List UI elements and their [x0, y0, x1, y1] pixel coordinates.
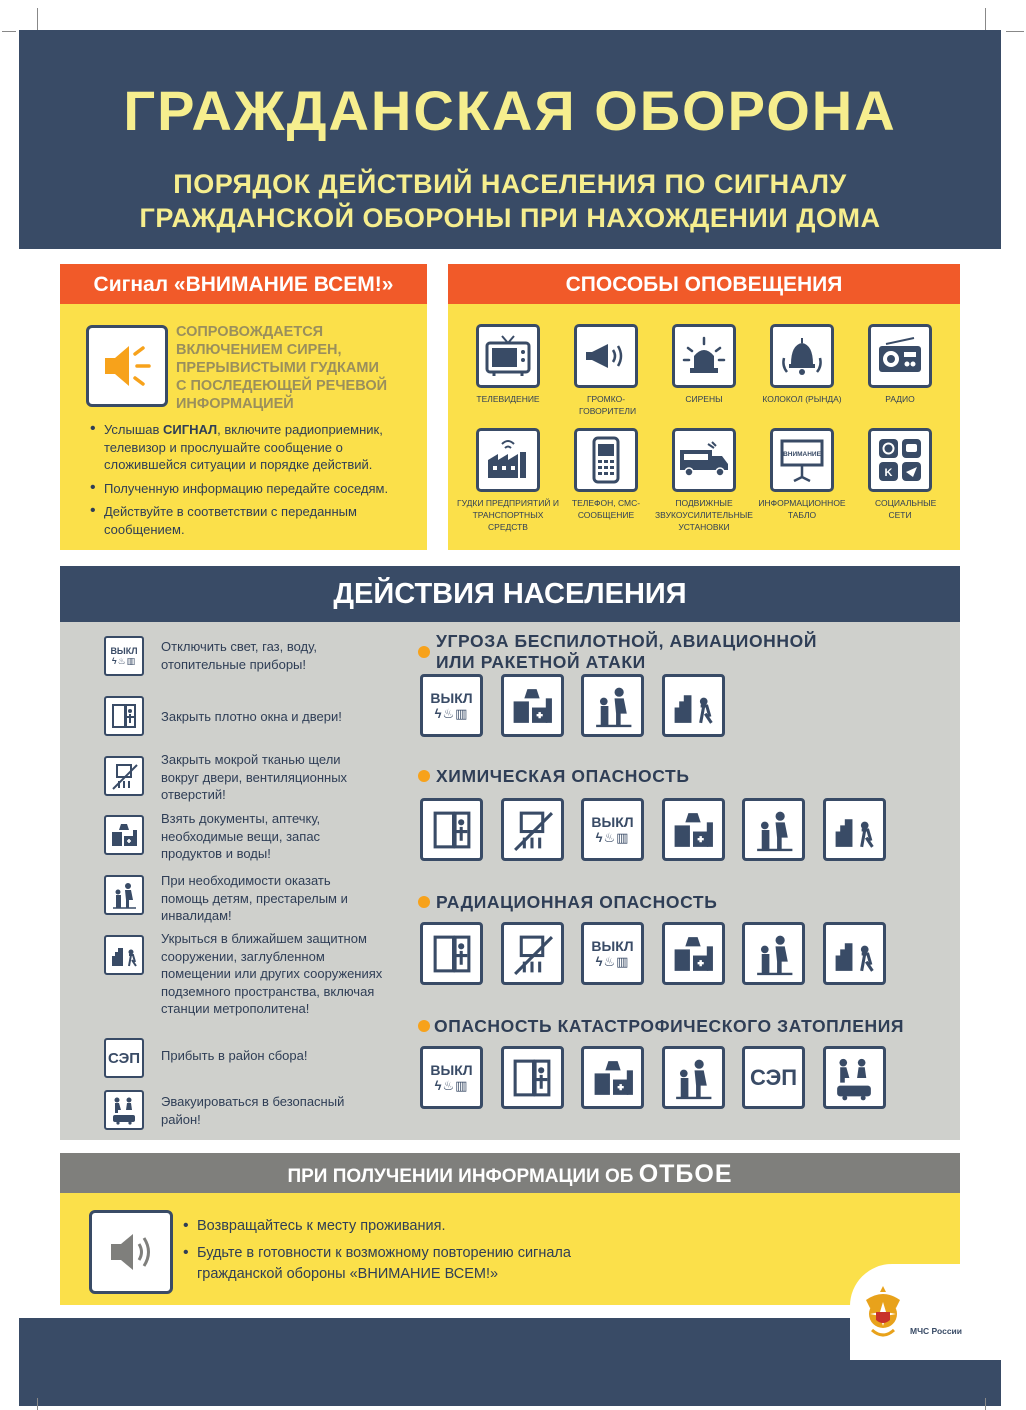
otboi-heading-text: ПРИ ПОЛУЧЕНИИ ИНФОРМАЦИИ ОБ	[287, 1166, 634, 1187]
notify-label-social: СОЦИАЛЬНЫЕ СЕТИ	[875, 498, 937, 520]
speaker-icon	[86, 325, 168, 407]
notify-label-phone: ТЕЛЕФОН, СМС-СООБЩЕНИЕ	[571, 498, 641, 520]
otboi-heading-emphasis: ОТБОЕ	[638, 1160, 733, 1188]
documents-kit-icon	[662, 922, 725, 985]
threat-title-radiation: РАДИАЦИОННАЯ ОПАСНОСТЬ	[436, 892, 718, 912]
bullet-text: Услышав	[104, 422, 163, 437]
notify-label-loudspeakers: ГРОМКО-ГОВОРИТЕЛИ	[579, 394, 637, 416]
list-item	[90, 421, 410, 474]
notify-heading: СПОСОБЫ ОПОВЕЩЕНИЯ	[448, 264, 960, 304]
list-item: • Возвращайтесь к месту проживания.	[183, 1216, 623, 1237]
sep-icon: СЭП	[742, 1046, 805, 1109]
list-item	[90, 480, 410, 498]
phone-icon	[574, 428, 638, 492]
seal-gaps-icon	[501, 798, 564, 861]
notify-label-board: ИНФОРМАЦИОННОЕ ТАБЛО	[758, 498, 846, 520]
seal-gaps-icon	[104, 756, 144, 796]
action-text-shelter: Укрыться в ближайшем защитном сооружении, заглубленном помещении или других сооружениях подземного пространства, включая станции метрополитена!	[161, 931, 383, 1016]
evacuate-icon	[823, 1046, 886, 1109]
list-item: • Будьте в готовности к возможному повторению сигнала гражданской обороны «ВНИМАНИЕ ВСЕМ!»	[183, 1243, 623, 1285]
emblem-icon	[862, 1282, 904, 1342]
threat-title-air-attack	[436, 631, 817, 673]
switch-off-icon: ВЫКЛ ϟ♨▥	[420, 1046, 483, 1109]
shelter-icon	[823, 798, 886, 861]
threat-title-chemical: ХИМИЧЕСКАЯ ОПАСНОСТЬ	[436, 766, 690, 786]
documents-kit-icon	[581, 1046, 644, 1109]
documents-kit-icon	[104, 815, 144, 855]
switch-off-icon: ВЫКЛ ϟ♨▥	[581, 922, 644, 985]
action-text-utilities: Отключить свет, газ, воду, отопительные приборы!	[161, 639, 317, 672]
header-banner	[19, 30, 1001, 249]
threat-title-line: УГРОЗА БЕСПИЛОТНОЙ, АВИАЦИОННОЙ	[436, 631, 818, 651]
notify-label-bell: КОЛОКОЛ (РЫНДА)	[762, 394, 842, 404]
bell-icon	[770, 324, 834, 388]
caption-line: ВКЛЮЧЕНИЕМ СИРЕН,	[176, 342, 342, 358]
bullet-dot	[418, 896, 430, 908]
crop-mark	[37, 1398, 38, 1410]
loudspeaker-icon	[574, 324, 638, 388]
signal-caption	[176, 323, 387, 413]
shelter-icon	[823, 922, 886, 985]
bullet-text: Полученную информацию передайте соседям.	[104, 480, 389, 496]
otboi-heading	[60, 1153, 960, 1193]
logo-text: МЧС России	[910, 1326, 962, 1336]
page-subtitle-line-2: ГРАЖДАНСКОЙ ОБОРОНЫ ПРИ НАХОЖДЕНИИ ДОМА	[139, 203, 881, 233]
caption-line: С ПОСЛЕДЕЮЩЕЙ РЕЧЕВОЙ	[176, 378, 388, 394]
shelter-icon	[104, 935, 144, 975]
shelter-icon	[662, 674, 725, 737]
bullet-emphasis: СИГНАЛ	[163, 422, 218, 437]
page-subtitle-line-1: ПОРЯДОК ДЕЙСТВИЙ НАСЕЛЕНИЯ ПО СИГНАЛУ	[173, 169, 847, 199]
caption-line: ИНФОРМАЦИЕЙ	[176, 396, 294, 412]
close-window-icon	[420, 798, 483, 861]
signal-instructions	[90, 421, 410, 544]
tv-icon	[476, 324, 540, 388]
action-text-close-windows: Закрыть плотно окна и двери!	[161, 709, 342, 724]
svg-text:K: K	[884, 467, 893, 479]
actions-heading: ДЕЙСТВИЯ НАСЕЛЕНИЯ	[60, 566, 960, 622]
threat-title-flood: ОПАСНОСТЬ КАТАСТРОФИЧЕСКОГО ЗАТОПЛЕНИЯ	[434, 1016, 905, 1036]
board-word: ВНИМАНИЕ	[783, 451, 821, 458]
switch-off-icon: ВЫКЛ ϟ♨▥	[104, 636, 144, 676]
logo-box	[850, 1264, 1001, 1360]
action-text-help-people: При необходимости оказать помощь детям, престарелым и инвалидам!	[161, 873, 348, 923]
truck-icon	[672, 428, 736, 492]
crop-mark	[2, 31, 16, 32]
speaker-low-icon	[89, 1210, 173, 1294]
action-text-assembly: Прибыть в район сбора!	[161, 1048, 308, 1063]
action-text-documents: Взять документы, аптечку, необходимые вещи, запас продуктов и воды!	[161, 811, 321, 861]
close-window-icon	[104, 696, 144, 736]
social-icon	[868, 428, 932, 492]
siren-icon	[672, 324, 736, 388]
evacuate-icon	[104, 1090, 144, 1130]
seal-gaps-icon	[501, 922, 564, 985]
bullet-text: Действуйте в соответствии с переданным сообщением.	[104, 504, 357, 537]
help-people-icon	[662, 1046, 725, 1109]
crop-mark	[37, 8, 38, 30]
bullet-dot	[418, 646, 430, 658]
notify-label-factory: ГУДКИ ПРЕДПРИЯТИЙ И ТРАНСПОРТНЫХ СРЕДСТВ	[457, 498, 559, 532]
radio-icon	[868, 324, 932, 388]
crop-mark	[985, 1398, 986, 1410]
board-icon	[770, 428, 834, 492]
close-window-icon	[501, 1046, 564, 1109]
notify-label-radio: РАДИО	[885, 394, 915, 404]
bullet-dot	[418, 1020, 430, 1032]
bullet-dot	[418, 770, 430, 782]
help-people-icon	[104, 875, 144, 915]
documents-kit-icon	[662, 798, 725, 861]
bullet-text: , включите радиоприемник, телевизор и прослушайте сообщение о сложившейся ситуации и порядке действий.	[104, 422, 383, 472]
switch-off-icon: ВЫКЛ ϟ♨▥	[420, 674, 483, 737]
help-people-icon	[581, 674, 644, 737]
notify-label-sirens: СИРЕНЫ	[685, 394, 723, 404]
documents-kit-icon	[501, 674, 564, 737]
crop-mark	[1006, 31, 1024, 32]
action-text-seal-gaps: Закрыть мокрой тканью щели вокруг двери, вентиляционных отверстий!	[161, 752, 348, 802]
otboi-instructions	[183, 1216, 623, 1291]
list-item	[90, 503, 410, 538]
help-people-icon	[742, 798, 805, 861]
notify-label-truck: ПОДВИЖНЫЕ ЗВУКОУСИЛИТЕЛЬНЫЕ УСТАНОВКИ	[655, 498, 753, 532]
signal-heading: Сигнал «ВНИМАНИЕ ВСЕМ!»	[60, 264, 427, 304]
sep-icon	[104, 1038, 144, 1078]
close-window-icon	[420, 922, 483, 985]
help-people-icon	[742, 922, 805, 985]
page-title: ГРАЖДАНСКАЯ ОБОРОНА	[123, 79, 897, 142]
threat-title-line: ИЛИ РАКЕТНОЙ АТАКИ	[436, 652, 646, 672]
notify-label-tv: ТЕЛЕВИДЕНИЕ	[476, 394, 540, 404]
switch-off-icon: ВЫКЛ ϟ♨▥	[581, 798, 644, 861]
vykl-label: ВЫКЛ	[110, 645, 138, 656]
caption-line: ПРЕРЫВИСТЫМИ ГУДКАМИ	[176, 360, 379, 376]
crop-mark	[985, 8, 986, 30]
factory-icon	[476, 428, 540, 492]
action-text-evacuate: Эвакуироваться в безопасный район!	[161, 1094, 345, 1127]
caption-line: СОПРОВОЖДАЕТСЯ	[176, 324, 324, 340]
sep-label: СЭП	[107, 1049, 141, 1067]
